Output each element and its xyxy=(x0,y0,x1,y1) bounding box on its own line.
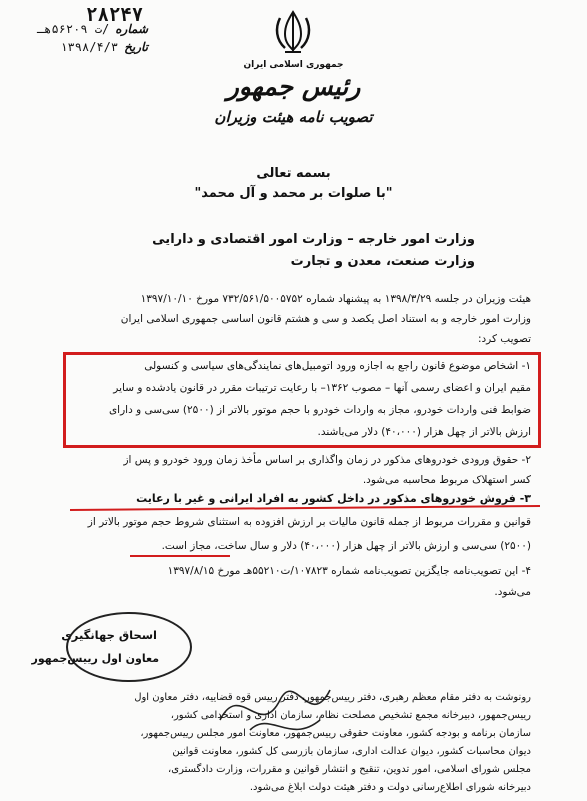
cc-line-5: مجلس شورای اسلامی، امور تدوین، تنقیح و انتشار قوانین و مقررات، وزارت دادگستری، xyxy=(168,764,531,775)
item3-line-3: (۲۵۰۰) سی‌سی و ارزش بالاتر از چهل هزار (۴۰،۰۰۰) دلار و سال ساخت، مجاز است. xyxy=(161,540,531,552)
intro-line-3: تصویب کرد: xyxy=(477,333,531,345)
date-value: ۱۳۹۸/۴/۳ xyxy=(60,40,119,54)
item4-line-1: ۴- این تصویب‌نامه جایگزین تصویب‌نامه شماره ۱۰۷۸۲۳/ت۵۵۲۱۰هـ مورخ ۱۳۹۷/۸/۱۵ xyxy=(167,565,531,577)
cc-line-2: رییس‌جمهور، دبیرخانه مجمع تشخیص مصلحت نظام، سازمان اداری و استخدامی کشور، xyxy=(170,710,531,721)
cc-line-3: سازمان برنامه و بودجه کشور، معاونت حقوقی رییس‌جمهور، معاونت امور مجلس رییس‌جمهور، xyxy=(140,728,531,739)
item2-line-2: کسر استهلاک مربوط محاسبه می‌شود. xyxy=(362,474,531,486)
stamp-number: ۲۸۲۴۷ xyxy=(86,4,144,26)
cabinet-subtitle: تصویب نامه هیئت وزیران xyxy=(214,108,373,126)
item1-line-4: ارزش بالاتر از چهل هزار (۴۰،۰۰۰) دلار می‌باشند. xyxy=(317,426,531,438)
item3-line-2: قوانین و مقررات مربوط از جمله قانون مالیات بر ارزش افزوده به استثنای شروط حجم موتور بالاتر از xyxy=(87,516,531,528)
signatory-title: معاون اول رییس‌جمهور xyxy=(31,652,159,665)
president-title: رئیس جمهور xyxy=(226,72,361,101)
item1-line-1: ۱- اشخاص موضوع قانون راجع به اجازه ورود اتومبیل‌های نمایندگی‌های سیاسی و کنسولی xyxy=(144,360,531,372)
signature-circle xyxy=(66,612,192,682)
item1-line-2: مقیم ایران و اعضای رسمی آنها – مصوب ۱۳۶۲– با رعایت ترتیبات مقرر در قانون یادشده و سایر xyxy=(113,382,531,394)
recipient-line-1: وزارت امور خارجه – وزارت امور اقتصادی و دارایی xyxy=(152,232,475,247)
recipient-line-2: وزارت صنعت، معدن و تجارت xyxy=(290,254,475,269)
country-name: جمهوری اسلامی ایران xyxy=(243,60,344,70)
underline-allowed xyxy=(130,555,230,557)
basmala: بسمه تعالی xyxy=(256,166,331,181)
date-label: تاریخ xyxy=(124,40,148,54)
iran-emblem-icon xyxy=(271,8,315,56)
signatory-name: اسحاق جهانگیری xyxy=(61,628,157,642)
number-value: /ت ۵۶۲۰۹هـ xyxy=(37,22,110,36)
registration-block xyxy=(8,6,148,58)
cc-line-1: رونوشت به دفتر مقام معظم رهبری، دفتر رییس‌جمهور، دفتر رییس قوه قضاییه، دفتر معاون اول xyxy=(134,692,531,703)
salawat: "با صلوات بر محمد و آل محمد" xyxy=(194,186,393,201)
item2-line-1: ۲- حقوق ورودی خودروهای مذکور در زمان واگذاری بر اساس مأخذ زمان ورود خودرو و پس از xyxy=(123,454,531,466)
item1-line-3: ضوابط فنی واردات خودرو، مجاز به واردات خودرو با حجم موتور بالاتر از (۲۵۰۰) سی‌سی و دارای xyxy=(108,404,531,416)
item3-line-1: ۳- فروش خودروهای مذکور در داخل کشور به افراد ایرانی و غیر با رعایت xyxy=(136,492,531,505)
underline-item3 xyxy=(70,505,540,511)
number-label: شماره xyxy=(115,22,148,36)
item4-line-2: می‌شود. xyxy=(494,586,531,598)
cc-line-4: دیوان محاسبات کشور، دیوان عدالت اداری، سازمان بازرسی کل کشور، معاونت قوانین xyxy=(172,746,531,757)
intro-line-1: هیئت وزیران در جلسه ۱۳۹۸/۳/۲۹ به پیشنهاد شماره ۷۳۲/۵۶۱/۵۰۰۵۷۵۲ مورخ ۱۳۹۷/۱۰/۱۰ xyxy=(140,293,531,305)
cc-line-6: دبیرخانه شورای اطلاع‌رسانی دولت و دفتر هیئت دولت ابلاغ می‌شود. xyxy=(249,782,531,793)
intro-line-2: وزارت امور خارجه و به استناد اصل یکصد و سی و هشتم قانون اساسی جمهوری اسلامی ایران xyxy=(120,313,531,325)
